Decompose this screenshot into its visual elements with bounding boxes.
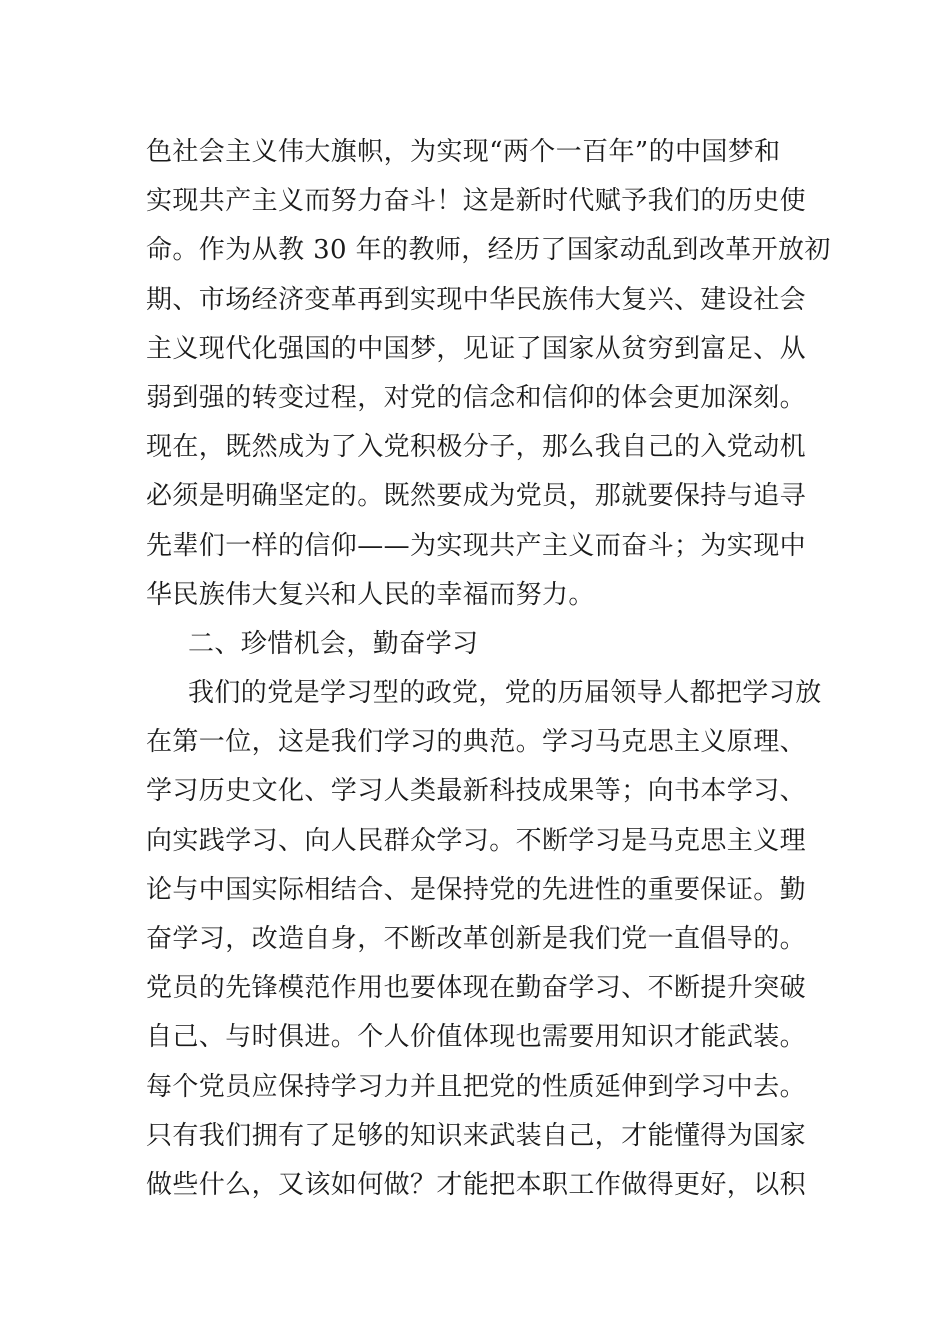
text-line: 学习历史文化、学习人类最新科技成果等；向书本学习、	[146, 776, 807, 807]
paragraph-first-line: 我们的党是学习型的政党，党的历届领导人都把学习放	[188, 678, 822, 709]
text-line: 每个党员应保持学习力并且把党的性质延伸到学习中去。	[146, 1071, 807, 1102]
text-line: 弱到强的转变过程，对党的信念和信仰的体会更加深刻。	[146, 382, 807, 413]
text-line: 色社会主义伟大旗帜，为实现“两个一百年”的中国梦和	[146, 137, 781, 167]
text-line: 实现共产主义而努力奋斗！这是新时代赋予我们的历史使	[146, 186, 807, 217]
section-heading: 二、珍惜机会，勤奋学习	[188, 628, 479, 659]
text-line: 党员的先锋模范作用也要体现在勤奋学习、不断提升突破	[146, 973, 807, 1004]
text-line: 现在，既然成为了入党积极分子，那么我自己的入党动机	[146, 432, 807, 463]
text-line: 必须是明确坚定的。既然要成为党员，那就要保持与追寻	[146, 481, 807, 512]
text-line: 命。作为从教 30 年的教师，经历了国家动乱到改革开放初	[146, 235, 831, 266]
text-line: 华民族伟大复兴和人民的幸福而努力。	[146, 579, 595, 610]
text-line: 主义现代化强国的中国梦，见证了国家从贫穷到富足、从	[146, 333, 807, 364]
text-line: 向实践学习、向人民群众学习。不断学习是马克思主义理	[146, 825, 807, 856]
text-line: 论与中国实际相结合、是保持党的先进性的重要保证。勤	[146, 874, 807, 905]
body-text	[146, 128, 831, 1210]
text-line: 奋学习，改造自身，不断改革创新是我们党一直倡导的。	[146, 924, 807, 954]
text-line: 在第一位，这是我们学习的典范。学习马克思主义原理、	[146, 727, 807, 758]
text-line: 先辈们一样的信仰——为实现共产主义而奋斗；为实现中	[146, 530, 807, 561]
text-line: 只有我们拥有了足够的知识来武装自己，才能懂得为国家	[146, 1120, 807, 1151]
text-line: 做些什么，又该如何做？才能把本职工作做得更好，以积	[146, 1169, 807, 1200]
text-line: 自己、与时俱进。个人价值体现也需要用知识才能武装。	[146, 1022, 807, 1053]
text-line: 期、市场经济变革再到实现中华民族伟大复兴、建设社会	[146, 284, 807, 315]
